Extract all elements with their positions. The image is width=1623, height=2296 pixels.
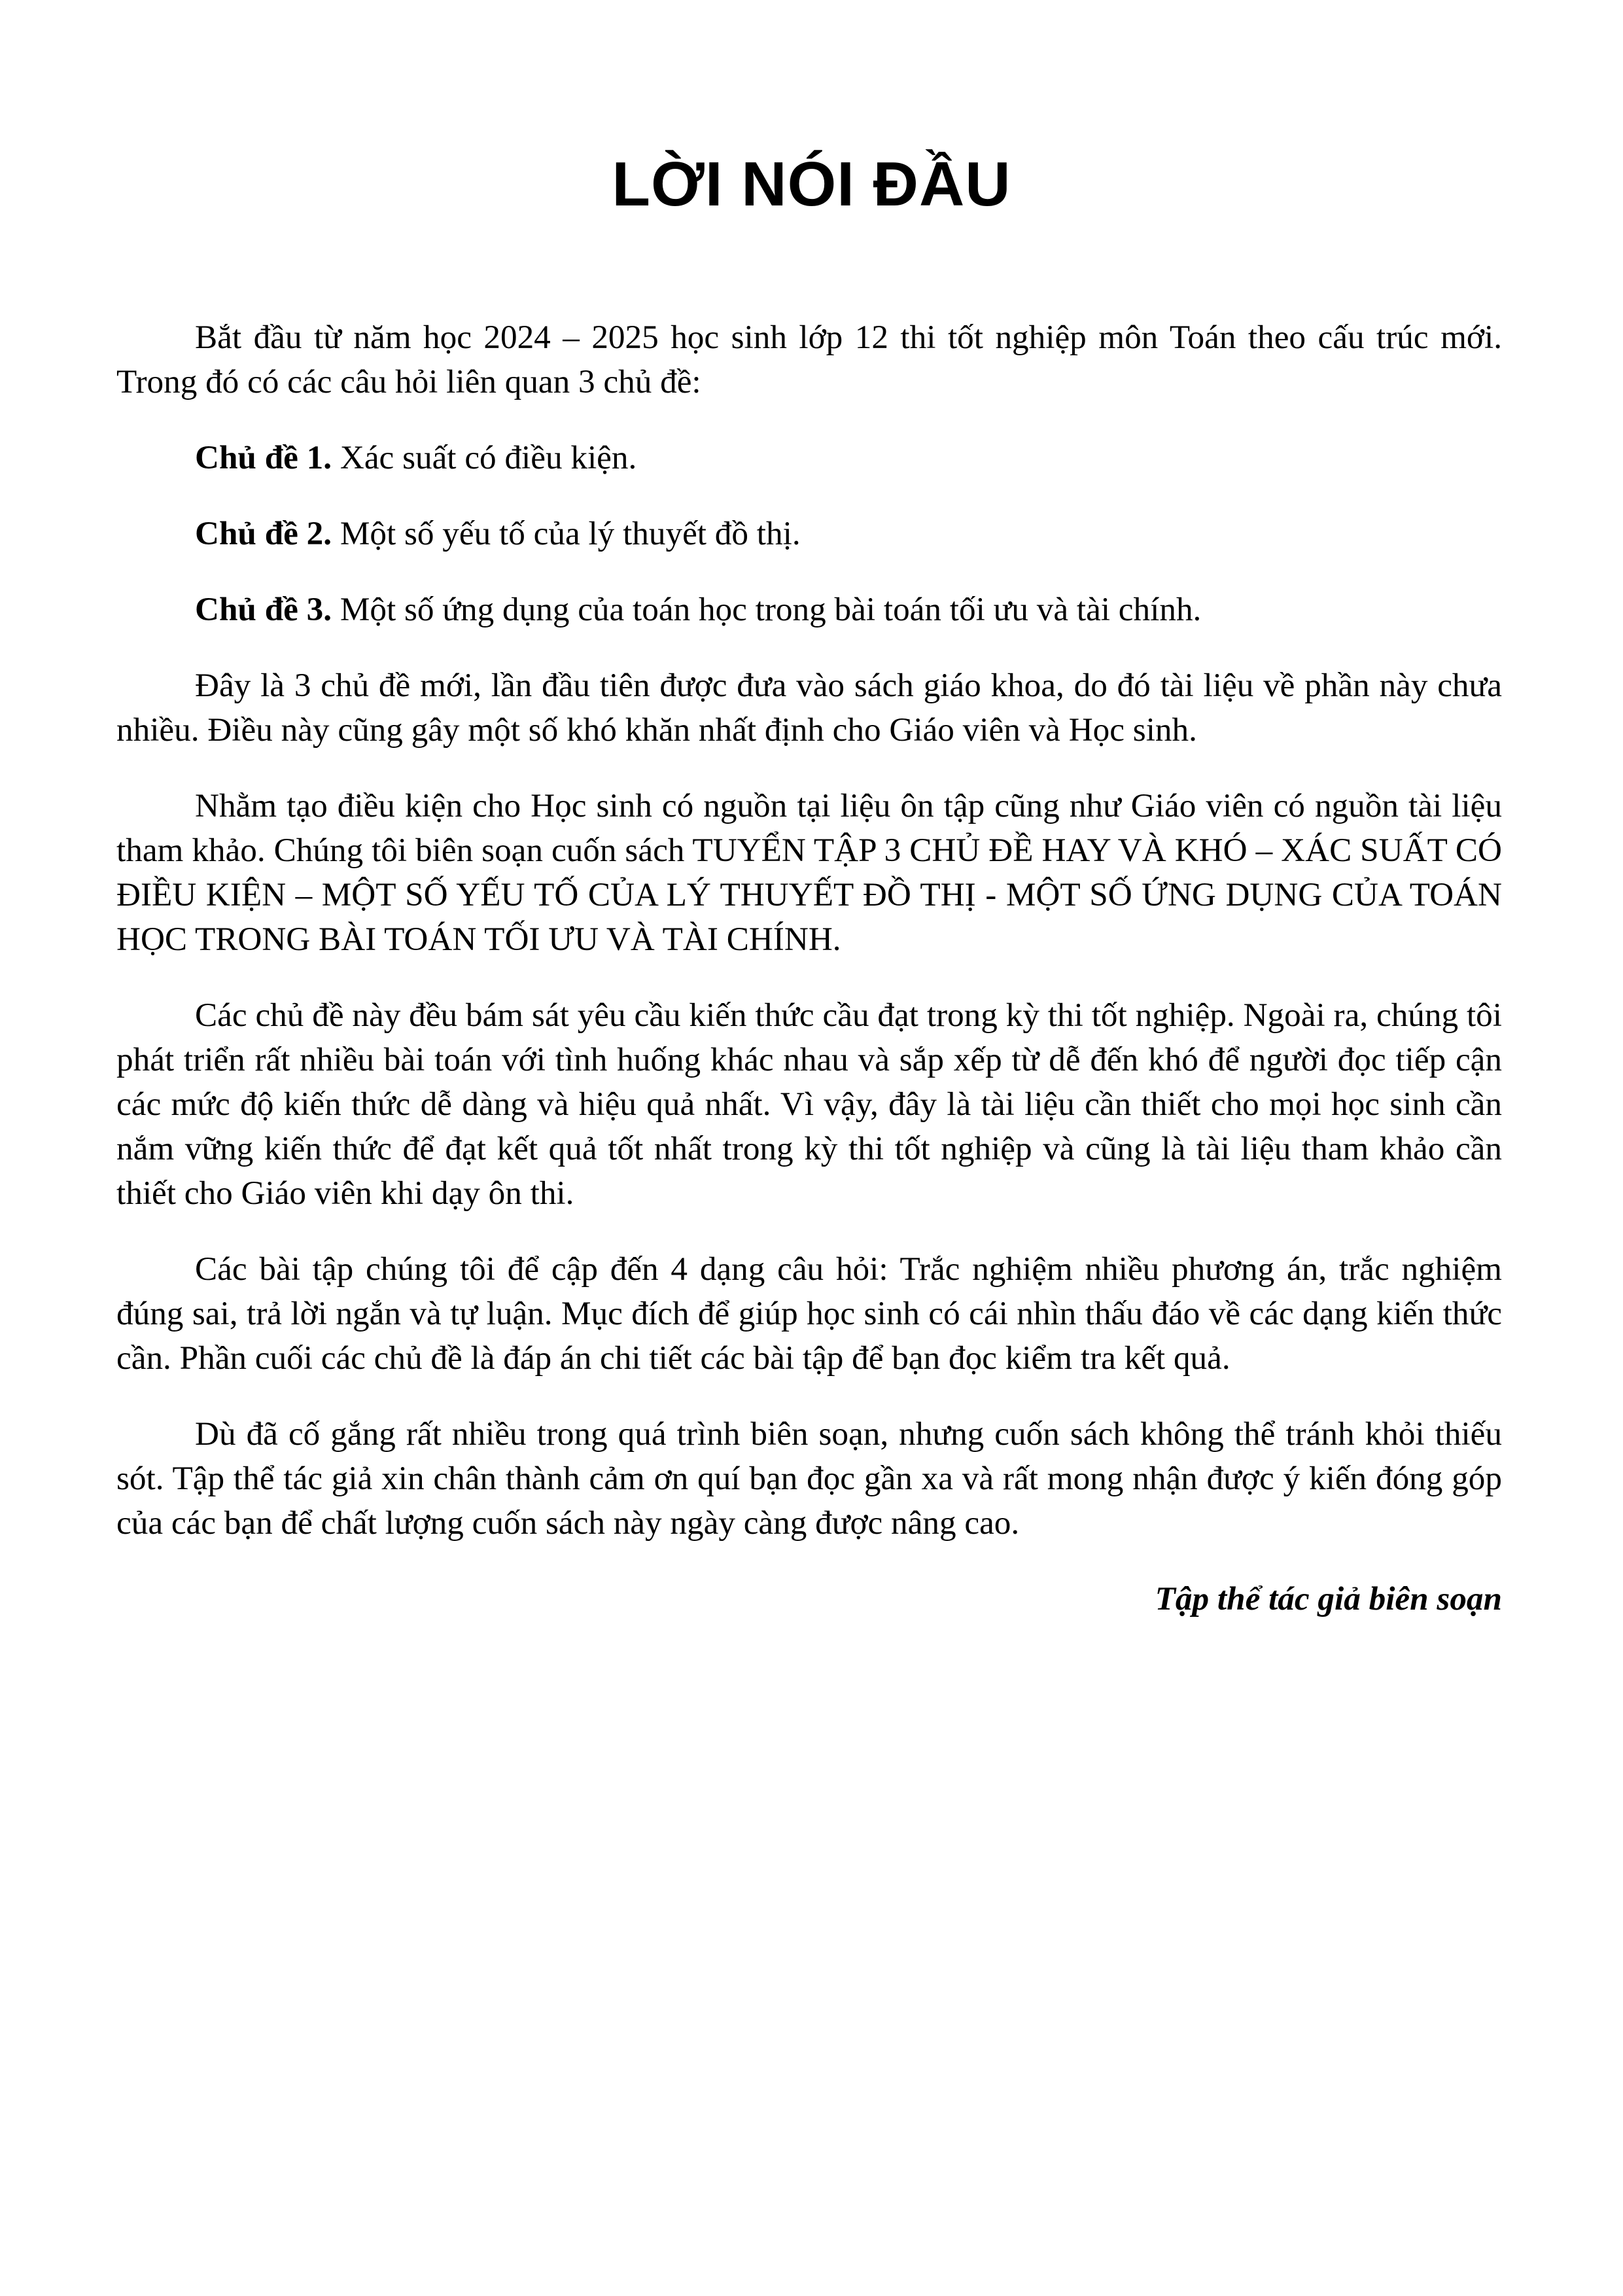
paragraph-content: Các chủ đề này đều bám sát yêu cầu kiến thức cầu đạt trong kỳ thi tốt nghiệp. Ngoài ra, chúng tôi phát triển rất nhiều bài toán với tình huống khác nhau và sắp xếp từ dễ đến khó để người đọc tiếp cận các mức độ kiến thức dễ dàng và hiệu quả nhất. Vì vậy, đây là tài liệu cần thiết cho mọi học sinh cần nắm vững kiến thức để đạt kết quả tốt nhất trong kỳ thi tốt nghiệp và cũng là tài liệu tham khảo cần thiết cho Giáo viên khi dạy ôn thi. (116, 997, 1502, 1212)
topic-1 (116, 436, 1502, 480)
topic-1-label: Chủ đề 1. (195, 439, 332, 476)
topic-2 (116, 512, 1502, 556)
paragraph-question-types: Các bài tập chúng tôi để cập đến 4 dạng câu hỏi: Trắc nghiệm nhiều phương án, trắc nghiệm đúng sai, trả lời ngắn và tự luận. Mục đích để giúp học sinh có cái nhìn thấu đáo về các dạng kiến thức cần. Phần cuối các chủ đề là đáp án chi tiết các bài tập để bạn đọc kiểm tra kết quả. (116, 1250, 1502, 1377)
paragraph-acknowledgement: Dù đã cố gắng rất nhiều trong quá trình biên soạn, nhưng cuốn sách không thể tránh khỏi thiếu sót. Tập thể tác giả xin chân thành cảm ơn quí bạn đọc gần xa và rất mong nhận được ý kiến đóng góp của các bạn để chất lượng cuốn sách này ngày càng được nâng cao. (116, 1415, 1502, 1542)
topic-2-label: Chủ đề 2. (195, 515, 332, 552)
paragraph-new-topics: Đây là 3 chủ đề mới, lần đầu tiên được đưa vào sách giáo khoa, do đó tài liệu về phần này chưa nhiều. Điều này cũng gây một số khó khăn nhất định cho Giáo viên và Học sinh. (116, 667, 1502, 749)
topic-1-text: Xác suất có điều kiện. (340, 439, 637, 476)
topic-2-text: Một số yếu tố của lý thuyết đồ thị. (340, 515, 801, 552)
topic-3 (116, 588, 1502, 632)
intro-paragraph: Bắt đầu từ năm học 2024 – 2025 học sinh lớp 12 thi tốt nghiệp môn Toán theo cấu trúc mới. Trong đó có các câu hỏi liên quan 3 chủ đề: (116, 319, 1502, 400)
topic-3-text: Một số ứng dụng của toán học trong bài toán tối ưu và tài chính. (340, 591, 1202, 628)
page-title: LỜI NÓI ĐẦU (612, 149, 1011, 219)
paragraph-purpose: Nhằm tạo điều kiện cho Học sinh có nguồn tại liệu ôn tập cũng như Giáo viên có nguồn tài liệu tham khảo. Chúng tôi biên soạn cuốn sách TUYỂN TẬP 3 CHỦ ĐỀ HAY VÀ KHÓ – XÁC SUẤT CÓ ĐIỀU KIỆN – MỘT SỐ YẾU TỐ CỦA LÝ THUYẾT ĐỒ THỊ - MỘT SỐ ỨNG DỤNG CỦA TOÁN HỌC TRONG BÀI TOÁN TỐI ƯU VÀ TÀI CHÍNH. (116, 787, 1502, 958)
topic-3-label: Chủ đề 3. (195, 591, 332, 628)
author-signature: Tập thể tác giả biên soạn (1155, 1580, 1502, 1617)
document-body (116, 315, 1502, 1621)
